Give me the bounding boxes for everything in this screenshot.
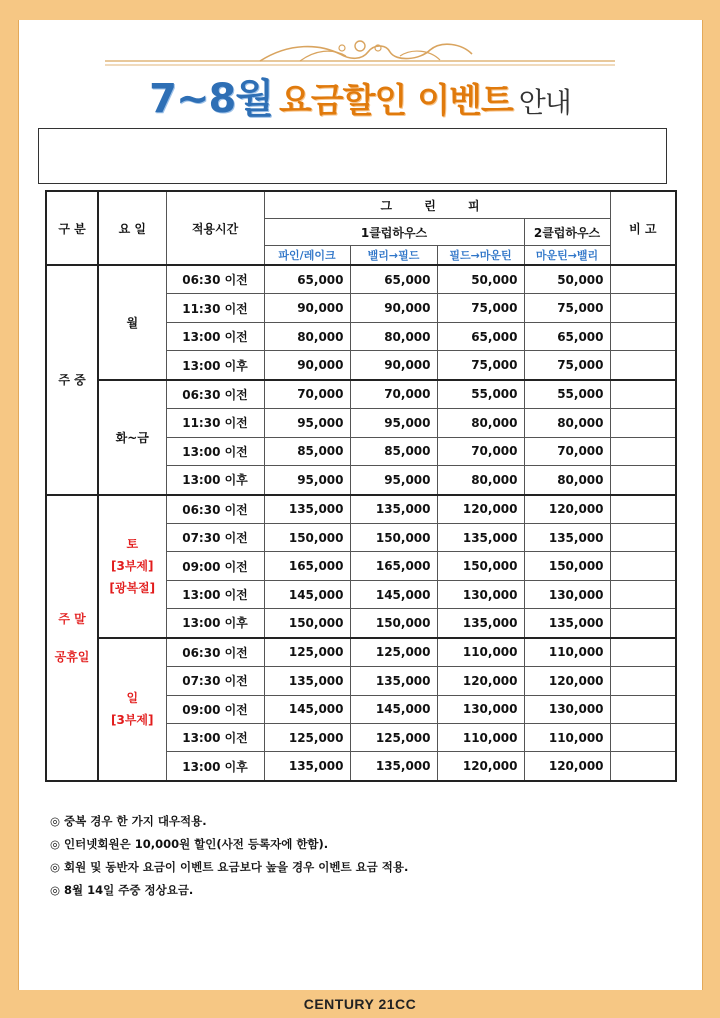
price-cell: 80,000 — [437, 409, 524, 437]
price-cell: 145,000 — [264, 580, 350, 608]
day-sunday-label: 일 — [126, 691, 139, 706]
price-cell: 85,000 — [350, 437, 437, 465]
header-course-pine-lake: 파인/레이크 — [264, 246, 350, 266]
day-saturday-label: 토 — [126, 537, 139, 552]
row-time: 06:30 이전 — [166, 265, 264, 294]
section-holiday: 공휴일 — [54, 649, 90, 664]
remark-cell — [610, 294, 676, 322]
row-time: 13:00 이후 — [166, 609, 264, 638]
price-cell: 135,000 — [264, 752, 350, 781]
remark-cell — [610, 322, 676, 350]
note-item: ◎ 인터넷회원은 10,000원 할인(사전 등록자에 한함). — [50, 837, 329, 851]
price-cell: 125,000 — [264, 638, 350, 667]
row-time: 07:30 이전 — [166, 523, 264, 551]
price-cell: 150,000 — [437, 552, 524, 580]
price-cell: 135,000 — [350, 667, 437, 695]
frame-inner-line-right — [702, 20, 703, 990]
price-cell: 65,000 — [264, 265, 350, 294]
price-cell: 90,000 — [264, 351, 350, 380]
remark-cell — [610, 437, 676, 465]
price-cell: 75,000 — [437, 294, 524, 322]
price-cell: 80,000 — [264, 322, 350, 350]
price-cell: 70,000 — [437, 437, 524, 465]
header-course-mountain-valley: 마운틴→밸리 — [524, 246, 610, 266]
header-yoil: 요 일 — [98, 191, 166, 265]
day-saturday-3part: [3부제] — [110, 559, 154, 574]
remark-cell — [610, 523, 676, 551]
remark-cell — [610, 495, 676, 524]
price-cell: 90,000 — [350, 294, 437, 322]
note-item: ◎ 중복 경우 한 가지 대우적용. — [50, 814, 207, 828]
price-cell: 80,000 — [524, 409, 610, 437]
header-course-valley-field: 밸리→필드 — [350, 246, 437, 266]
price-cell: 145,000 — [350, 580, 437, 608]
row-time: 13:00 이후 — [166, 752, 264, 781]
rate-table — [45, 190, 677, 782]
price-cell: 55,000 — [524, 380, 610, 409]
price-cell: 120,000 — [437, 495, 524, 524]
header-club2: 2클럽하우스 — [524, 219, 610, 246]
remark-cell — [610, 752, 676, 781]
day-tue-fri: 화~금 — [98, 380, 166, 495]
row-time: 13:00 이전 — [166, 322, 264, 350]
price-cell: 135,000 — [350, 752, 437, 781]
price-cell: 95,000 — [350, 409, 437, 437]
price-cell: 150,000 — [350, 609, 437, 638]
day-saturday-holiday: [광복절] — [109, 581, 156, 596]
price-cell: 120,000 — [524, 495, 610, 524]
price-cell: 125,000 — [264, 724, 350, 752]
title-months: 7~8월 — [149, 76, 273, 122]
frame-right — [703, 0, 720, 1018]
price-cell: 110,000 — [524, 638, 610, 667]
row-time: 13:00 이전 — [166, 724, 264, 752]
price-cell: 55,000 — [437, 380, 524, 409]
price-cell: 95,000 — [264, 409, 350, 437]
header-gubun: 구 분 — [46, 191, 98, 265]
price-cell: 80,000 — [350, 322, 437, 350]
price-cell: 75,000 — [524, 351, 610, 380]
row-time: 13:00 이전 — [166, 580, 264, 608]
remark-cell — [610, 638, 676, 667]
note-item: ◎ 회원 및 동반자 요금이 이벤트 요금보다 높을 경우 이벤트 요금 적용. — [50, 860, 409, 874]
price-cell: 130,000 — [524, 695, 610, 723]
price-cell: 85,000 — [264, 437, 350, 465]
frame-left — [0, 0, 18, 1018]
price-cell: 165,000 — [264, 552, 350, 580]
remark-cell — [610, 695, 676, 723]
price-cell: 120,000 — [524, 667, 610, 695]
page-title — [0, 76, 720, 130]
price-cell: 135,000 — [437, 609, 524, 638]
price-cell: 120,000 — [524, 752, 610, 781]
price-cell: 80,000 — [524, 466, 610, 495]
price-cell: 150,000 — [264, 523, 350, 551]
price-cell: 165,000 — [350, 552, 437, 580]
remark-cell — [610, 351, 676, 380]
remark-cell — [610, 409, 676, 437]
price-cell: 135,000 — [524, 523, 610, 551]
price-cell: 125,000 — [350, 638, 437, 667]
price-cell: 110,000 — [437, 638, 524, 667]
section-weekday: 주 중 — [46, 265, 98, 495]
title-guide: 안내 — [518, 86, 571, 119]
price-cell: 120,000 — [437, 667, 524, 695]
price-cell: 95,000 — [264, 466, 350, 495]
empty-notice-box — [38, 128, 667, 184]
day-monday: 월 — [98, 265, 166, 380]
remark-cell — [610, 380, 676, 409]
price-cell: 135,000 — [350, 495, 437, 524]
remark-cell — [610, 609, 676, 638]
price-cell: 50,000 — [437, 265, 524, 294]
price-cell: 135,000 — [264, 495, 350, 524]
price-cell: 75,000 — [437, 351, 524, 380]
header-remark: 비 고 — [610, 191, 676, 265]
price-cell: 145,000 — [264, 695, 350, 723]
day-sunday — [98, 638, 166, 781]
price-cell: 65,000 — [350, 265, 437, 294]
remark-cell — [610, 466, 676, 495]
row-time: 13:00 이후 — [166, 351, 264, 380]
price-cell: 150,000 — [350, 523, 437, 551]
price-cell: 130,000 — [524, 580, 610, 608]
price-cell: 70,000 — [524, 437, 610, 465]
price-cell: 125,000 — [350, 724, 437, 752]
price-cell: 90,000 — [350, 351, 437, 380]
row-time: 06:30 이전 — [166, 495, 264, 524]
row-time: 06:30 이전 — [166, 380, 264, 409]
row-time: 09:00 이전 — [166, 552, 264, 580]
row-time: 09:00 이전 — [166, 695, 264, 723]
price-cell: 70,000 — [264, 380, 350, 409]
note-item: ◎ 8월 14일 주중 정상요금. — [50, 883, 194, 897]
row-time: 13:00 이후 — [166, 466, 264, 495]
price-cell: 110,000 — [524, 724, 610, 752]
header-green-fee: 그 린 피 — [264, 191, 610, 219]
remark-cell — [610, 265, 676, 294]
price-cell: 135,000 — [264, 667, 350, 695]
price-cell: 145,000 — [350, 695, 437, 723]
day-saturday — [98, 495, 166, 638]
price-cell: 80,000 — [437, 466, 524, 495]
title-event: 요금할인 이벤트 — [278, 81, 513, 121]
section-weekend: 주 말 — [58, 611, 86, 626]
row-time: 13:00 이전 — [166, 437, 264, 465]
row-time: 11:30 이전 — [166, 409, 264, 437]
remark-cell — [610, 667, 676, 695]
price-cell: 70,000 — [350, 380, 437, 409]
day-sunday-3part: [3부제] — [110, 713, 154, 728]
header-time: 적용시간 — [166, 191, 264, 265]
price-cell: 65,000 — [437, 322, 524, 350]
price-cell: 50,000 — [524, 265, 610, 294]
frame-top — [0, 0, 720, 20]
row-time: 11:30 이전 — [166, 294, 264, 322]
price-cell: 130,000 — [437, 580, 524, 608]
price-cell: 120,000 — [437, 752, 524, 781]
price-cell: 130,000 — [437, 695, 524, 723]
row-time: 06:30 이전 — [166, 638, 264, 667]
frame-inner-line-left — [18, 20, 19, 990]
price-cell: 75,000 — [524, 294, 610, 322]
price-cell: 135,000 — [437, 523, 524, 551]
header-course-field-mountain: 필드→마운틴 — [437, 246, 524, 266]
remark-cell — [610, 552, 676, 580]
remark-cell — [610, 580, 676, 608]
price-cell: 135,000 — [524, 609, 610, 638]
price-cell: 95,000 — [350, 466, 437, 495]
price-cell: 90,000 — [264, 294, 350, 322]
price-cell: 110,000 — [437, 724, 524, 752]
row-time: 07:30 이전 — [166, 667, 264, 695]
brand-logo: CENTURY 21CC — [303, 996, 417, 1012]
header-club1: 1클럽하우스 — [264, 219, 524, 246]
section-weekend-holiday — [46, 495, 98, 781]
notes-list — [50, 810, 690, 902]
decorative-ornament-icon — [100, 34, 620, 74]
price-cell: 150,000 — [264, 609, 350, 638]
price-cell: 65,000 — [524, 322, 610, 350]
price-cell: 150,000 — [524, 552, 610, 580]
remark-cell — [610, 724, 676, 752]
